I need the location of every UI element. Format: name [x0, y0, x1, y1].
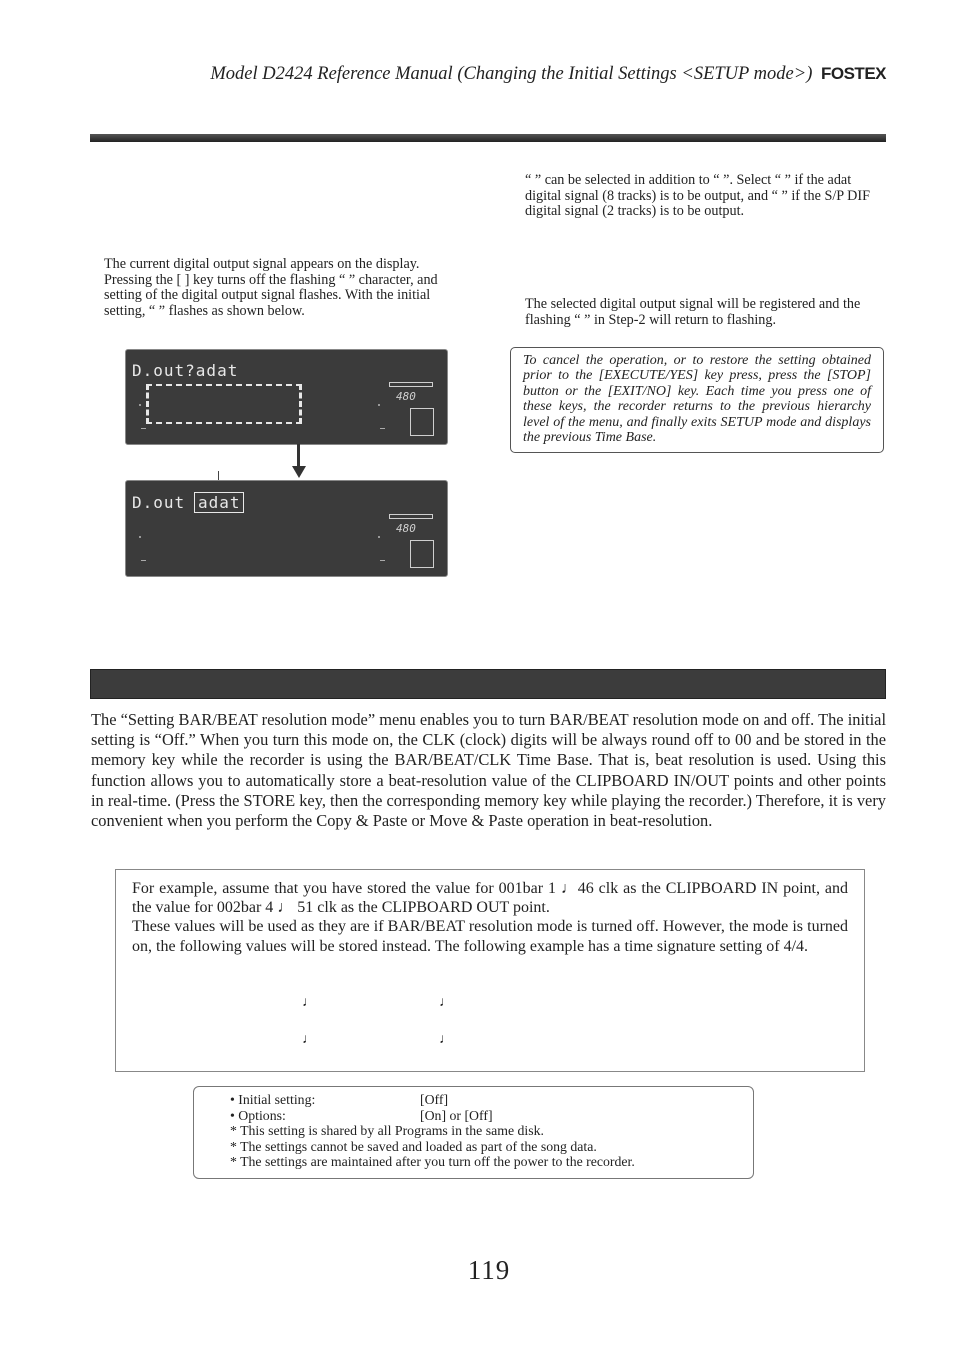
lcd-2-value: adat [198, 493, 241, 512]
cancel-note: To cancel the operation, or to restore the setting obtained prior to the [EXECUTE/YES] key press, press the [STOP] button or the [EXIT/NO] key. Each time you press one of these keys, the recorder returns to the previous hierarchy level of the menu, and finally exits SETUP mode and displays the previous Time Base. [510, 347, 884, 453]
options-value: [On] or [Off] [420, 1107, 493, 1123]
lcd-1-box [410, 408, 434, 436]
options-text: “ ” can be selected in addition to “ ”. Select “ ” if the adat digital signal (8 tracks) is to be output, and “ ” if the S/P DIF digital signal (2 tracks) is to be output. [525, 172, 871, 219]
page-number: 119 [467, 1255, 511, 1285]
lcd-dash [380, 428, 385, 429]
lcd-1-timebase: 480 [396, 390, 416, 403]
lcd-display-1 [125, 349, 448, 445]
lcd-dot [378, 404, 380, 406]
header-title: Model D2424 Reference Manual (Changing the Initial Settings <SETUP mode>) [210, 64, 813, 84]
lcd-dash [141, 428, 146, 429]
lcd-display-2 [125, 480, 448, 577]
lcd-1-text: D.out?adat [132, 361, 239, 380]
quarter-note-icon: ♩ [302, 995, 316, 1010]
settings-note: * This setting is shared by all Programs in the same disk. [230, 1123, 544, 1138]
lcd-dash [141, 560, 146, 561]
example-line-2: These values will be used as they are if BAR/BEAT resolution mode is turned off. However, the mode is turned on, the following values will be stored instead. The following example has a time signature setting of 4/4. [132, 918, 848, 955]
flash-frame [146, 384, 302, 424]
section-heading-bar [90, 669, 886, 699]
initial-setting-row [230, 1092, 753, 1108]
lcd-dot [139, 404, 141, 406]
lcd-2-box [410, 540, 434, 568]
example-line-1: For example, assume that you have stored the value for 001bar 1 ♩46 clk as the CLIPBOARD IN point, and the value for 002bar 4 ♩ 51 clk as the CLIPBOARD OUT point. [132, 880, 848, 917]
lcd-2-prefix: D.out [132, 493, 186, 512]
quarter-note-icon: ♩ [302, 1032, 316, 1047]
options-label: • Options: [230, 1107, 286, 1123]
options-row [230, 1108, 753, 1124]
section-body: The “Setting BAR/BEAT resolution mode” menu enables you to turn BAR/BEAT resolution mode on and off. The initial setting is “Off.” When you turn this mode on, the CLK (clock) digits will be always round off to 00 and be stored in the memory key while the recorder is using the BAR/BEAT/CLK Time Base. That is, beat resolution is used. Using this function allows you to automatically store a beat-resolution value of the CLIPBOARD IN/OUT points and other points in real-time. (Press the STORE key, then the corresponding memory key while playing the recorder.) Therefore, it is very convenient when you perform the Copy & Paste or Move & Paste operation in beat-resolution. [91, 710, 886, 831]
registered-text: The selected digital output signal will be registered and the flashing “ ” in Step-2 will return to flashing. [525, 296, 861, 328]
down-arrow-icon [292, 466, 306, 478]
lcd-dash [380, 560, 385, 561]
lcd-2-timebase: 480 [396, 522, 416, 535]
example-box [115, 869, 865, 1072]
step-text: The current digital output signal appears on the display. Pressing the [ ] key turns off the flashing “ ” character, and setting of the digital output signal flashes. With the initial setting, “ ” flashes as shown below. [104, 256, 438, 319]
lcd-dot [378, 536, 380, 538]
initial-setting-label: • Initial setting: [230, 1092, 316, 1107]
top-rule [90, 134, 886, 142]
timebase-bar [389, 514, 433, 519]
settings-box [193, 1086, 754, 1179]
lcd-dot [139, 536, 141, 538]
quarter-note-icon: ♩ [439, 995, 453, 1010]
initial-setting-value: [Off] [420, 1092, 449, 1107]
timebase-bar [389, 382, 433, 387]
settings-note: * The settings are maintained after you turn off the power to the recorder. [230, 1154, 635, 1169]
settings-note: * The settings cannot be saved and loaded as part of the song data. [230, 1138, 597, 1154]
down-arrow-shaft [297, 444, 300, 468]
brand-logo: FOSTEX [820, 64, 886, 83]
running-header [160, 64, 886, 85]
quarter-note-icon: ♩ [439, 1032, 453, 1047]
